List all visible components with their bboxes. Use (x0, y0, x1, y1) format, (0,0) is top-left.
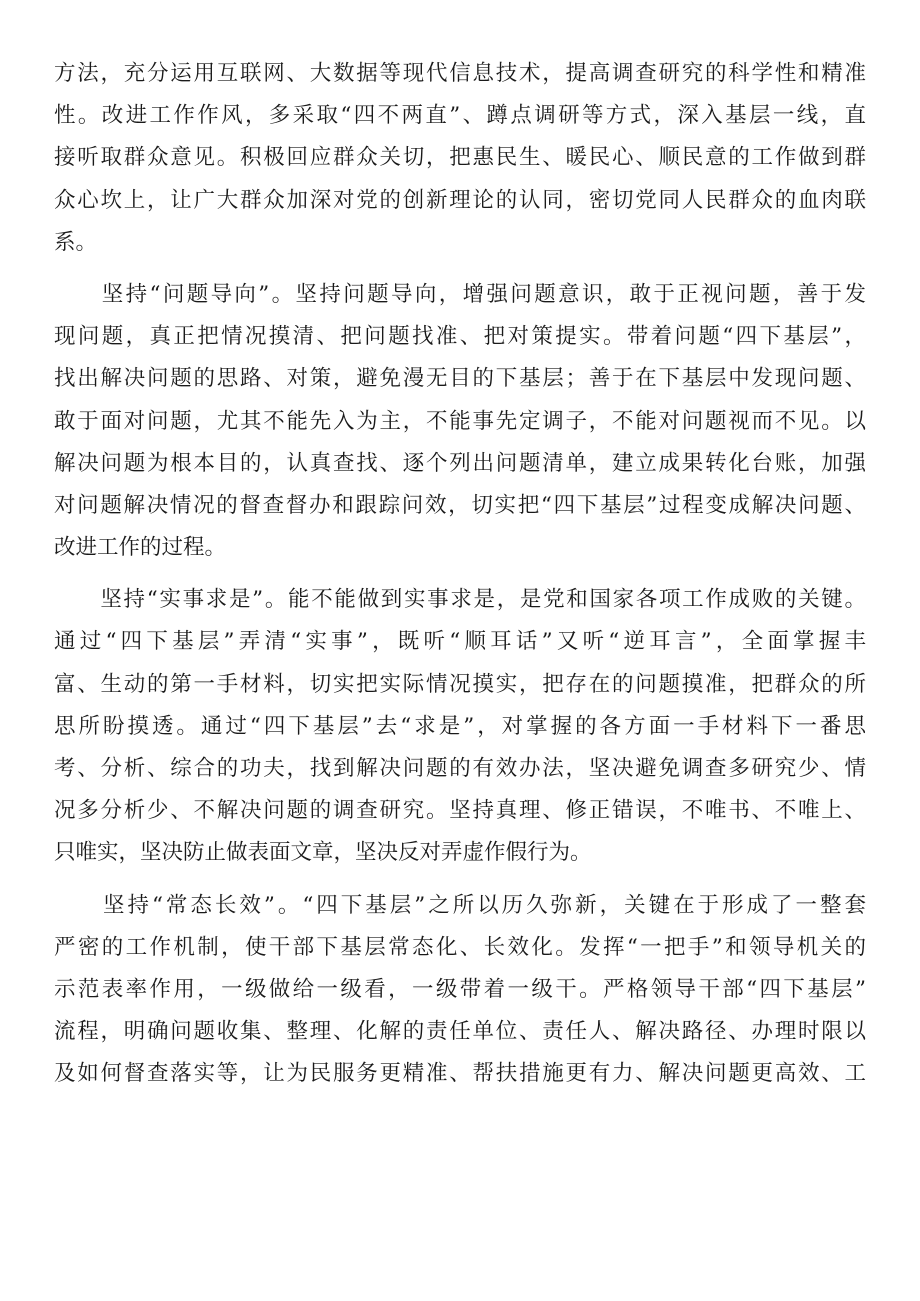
text-line: 坚持“常态长效”。“四下基层”之所以历久弥新，关键在于形成了一整套 (54, 892, 866, 918)
paragraph-normalization (54, 885, 866, 1096)
text-line: 接听取群众意见。积极回应群众关切，把惠民生、暖民心、顺民意的工作做到群 (54, 145, 866, 171)
text-line: 方法，充分运用互联网、大数据等现代信息技术，提高调查研究的科学性和精准 (54, 61, 866, 86)
text-line: 示范表率作用，一级做给一级看，一级带着一级干。严格领导干部“四下基层” (54, 976, 866, 1002)
text-line: 对问题解决情况的督查督办和跟踪问效，切实把“四下基层”过程变成解决问题、 (54, 492, 866, 518)
text-line: 找出解决问题的思路、对策，避免漫无目的下基层；善于在下基层中发现问题、 (54, 366, 866, 392)
text-line: 严密的工作机制，使干部下基层常态化、长效化。发挥“一把手”和领导机关的 (54, 934, 866, 960)
text-line: 富、生动的第一手材料，切实把实际情况摸实，把存在的问题摸准，把群众的所 (54, 671, 866, 697)
text-line: 改进工作的过程。 (54, 535, 227, 561)
text-line: 及如何督查落实等，让为民服务更精准、帮扶措施更有力、解决问题更高效、工 (54, 1061, 866, 1087)
paragraph-seek-truth (54, 579, 866, 874)
paragraph-method (54, 53, 866, 264)
text-line: 系。 (54, 229, 98, 255)
text-line: 现问题，真正把情况摸清、把问题找准、把对策提实。带着问题“四下基层”， (54, 324, 866, 350)
text-line: 坚持“问题导向”。坚持问题导向，增强问题意识，敢于正视问题，善于发 (54, 281, 866, 307)
text-line: 性。改进工作作风，多采取“四不两直”、蹲点调研等方式，深入基层一线，直 (54, 103, 866, 129)
text-line: 流程，明确问题收集、整理、化解的责任单位、责任人、解决路径、办理时限以 (54, 1019, 866, 1045)
text-line: 考、分析、综合的功夫，找到解决问题的有效办法，坚决避免调查多研究少、情 (54, 756, 866, 781)
text-line: 通过“四下基层”弄清“实事”，既听“顺耳话”又听“逆耳言”，全面掌握丰 (54, 629, 866, 655)
text-line: 思所盼摸透。通过“四下基层”去“求是”，对掌握的各方面一手材料下一番思 (54, 713, 866, 739)
text-line: 众心坎上，让广大群众加深对党的创新理论的认同，密切党同人民群众的血肉联 (54, 187, 866, 213)
paragraph-problem-orientation (54, 274, 866, 569)
text-line: 只唯实，坚决防止做表面文章，坚决反对弄虚作假行为。 (54, 840, 592, 866)
text-line: 敢于面对问题，尤其不能先入为主，不能事先定调子，不能对问题视而不见。以 (54, 408, 866, 434)
document-body (54, 53, 866, 1106)
text-line: 坚持“实事求是”。能不能做到实事求是，是党和国家各项工作成败的关键。 (54, 587, 866, 613)
text-line: 况多分析少、不解决问题的调查研究。坚持真理、修正错误，不唯书、不唯上、 (54, 798, 866, 824)
text-line: 解决问题为根本目的，认真查找、逐个列出问题清单，建立成果转化台账，加强 (54, 450, 866, 476)
